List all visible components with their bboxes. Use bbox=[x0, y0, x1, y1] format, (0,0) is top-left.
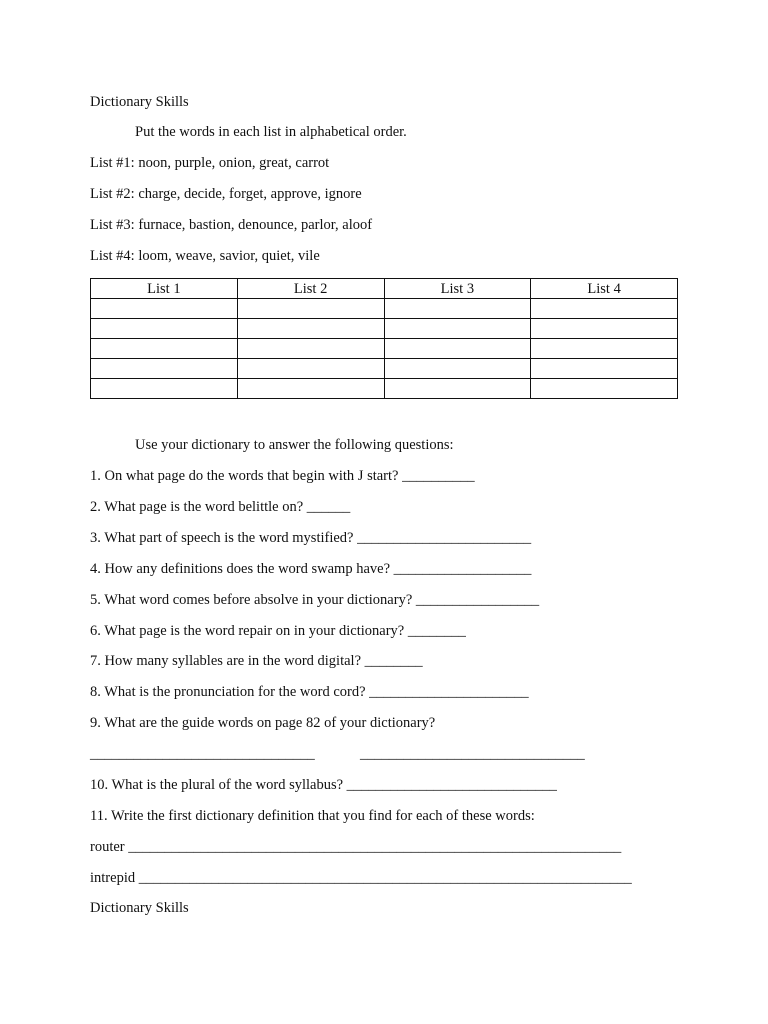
table-row bbox=[91, 299, 678, 319]
answer-cell[interactable] bbox=[384, 319, 531, 339]
table-header-list-3: List 3 bbox=[384, 279, 531, 299]
question-9: 9. What are the guide words on page 82 of your dictionary? bbox=[90, 715, 436, 731]
word-list-2: List #2: charge, decide, forget, approve, ignore bbox=[90, 186, 362, 202]
answer-cell[interactable] bbox=[531, 339, 678, 359]
answer-cell[interactable] bbox=[531, 379, 678, 399]
definition-intrepid[interactable]: intrepid ____________________________________________________________________ bbox=[90, 870, 632, 886]
question-3: 3. What part of speech is the word mystified? ________________________ bbox=[90, 530, 532, 546]
dictionary-instruction: Use your dictionary to answer the following questions: bbox=[135, 437, 454, 453]
answer-cell[interactable] bbox=[91, 299, 238, 319]
question-11: 11. Write the first dictionary definition that you find for each of these words: bbox=[90, 808, 535, 824]
word-list-3: List #3: furnace, bastion, denounce, parlor, aloof bbox=[90, 217, 373, 233]
question-8: 8. What is the pronunciation for the word cord? ______________________ bbox=[90, 684, 529, 700]
guide-word-blank-1[interactable]: _______________________________ bbox=[90, 746, 315, 762]
word-list-4: List #4: loom, weave, savior, quiet, vile bbox=[90, 248, 320, 264]
answer-cell[interactable] bbox=[91, 319, 238, 339]
answer-cell[interactable] bbox=[384, 379, 531, 399]
answer-cell[interactable] bbox=[384, 359, 531, 379]
alphabetical-instruction: Put the words in each list in alphabetical order. bbox=[135, 124, 407, 140]
answer-cell[interactable] bbox=[531, 319, 678, 339]
answer-cell[interactable] bbox=[237, 299, 384, 319]
table-header-list-4: List 4 bbox=[531, 279, 678, 299]
question-10: 10. What is the plural of the word syllabus? _____________________________ bbox=[90, 777, 557, 793]
question-4: 4. How any definitions does the word swamp have? ___________________ bbox=[90, 561, 532, 577]
guide-word-blank-2[interactable]: _______________________________ bbox=[360, 746, 585, 762]
table-row bbox=[91, 379, 678, 399]
answer-cell[interactable] bbox=[384, 339, 531, 359]
answer-cell[interactable] bbox=[91, 359, 238, 379]
table-header-list-2: List 2 bbox=[237, 279, 384, 299]
table-row bbox=[91, 319, 678, 339]
question-1: 1. On what page do the words that begin with J start? __________ bbox=[90, 468, 475, 484]
answer-cell[interactable] bbox=[531, 299, 678, 319]
question-6: 6. What page is the word repair on in your dictionary? ________ bbox=[90, 623, 466, 639]
footer-title: Dictionary Skills bbox=[90, 900, 189, 916]
table-header-list-1: List 1 bbox=[91, 279, 238, 299]
answer-cell[interactable] bbox=[237, 319, 384, 339]
question-7: 7. How many syllables are in the word digital? ________ bbox=[90, 653, 423, 669]
answer-cell[interactable] bbox=[237, 339, 384, 359]
question-5: 5. What word comes before absolve in your dictionary? _________________ bbox=[90, 592, 540, 608]
answer-cell[interactable] bbox=[384, 299, 531, 319]
answer-cell[interactable] bbox=[237, 379, 384, 399]
answer-cell[interactable] bbox=[91, 339, 238, 359]
table-row bbox=[91, 339, 678, 359]
page-title: Dictionary Skills bbox=[90, 94, 189, 110]
answer-cell[interactable] bbox=[91, 379, 238, 399]
alphabetical-order-table bbox=[90, 278, 678, 399]
table-row bbox=[91, 359, 678, 379]
word-list-1: List #1: noon, purple, onion, great, carrot bbox=[90, 155, 330, 171]
definition-router[interactable]: router ____________________________________________________________________ bbox=[90, 839, 622, 855]
answer-cell[interactable] bbox=[237, 359, 384, 379]
question-2: 2. What page is the word belittle on? ______ bbox=[90, 499, 351, 515]
answer-cell[interactable] bbox=[531, 359, 678, 379]
table-header-row bbox=[91, 279, 678, 299]
